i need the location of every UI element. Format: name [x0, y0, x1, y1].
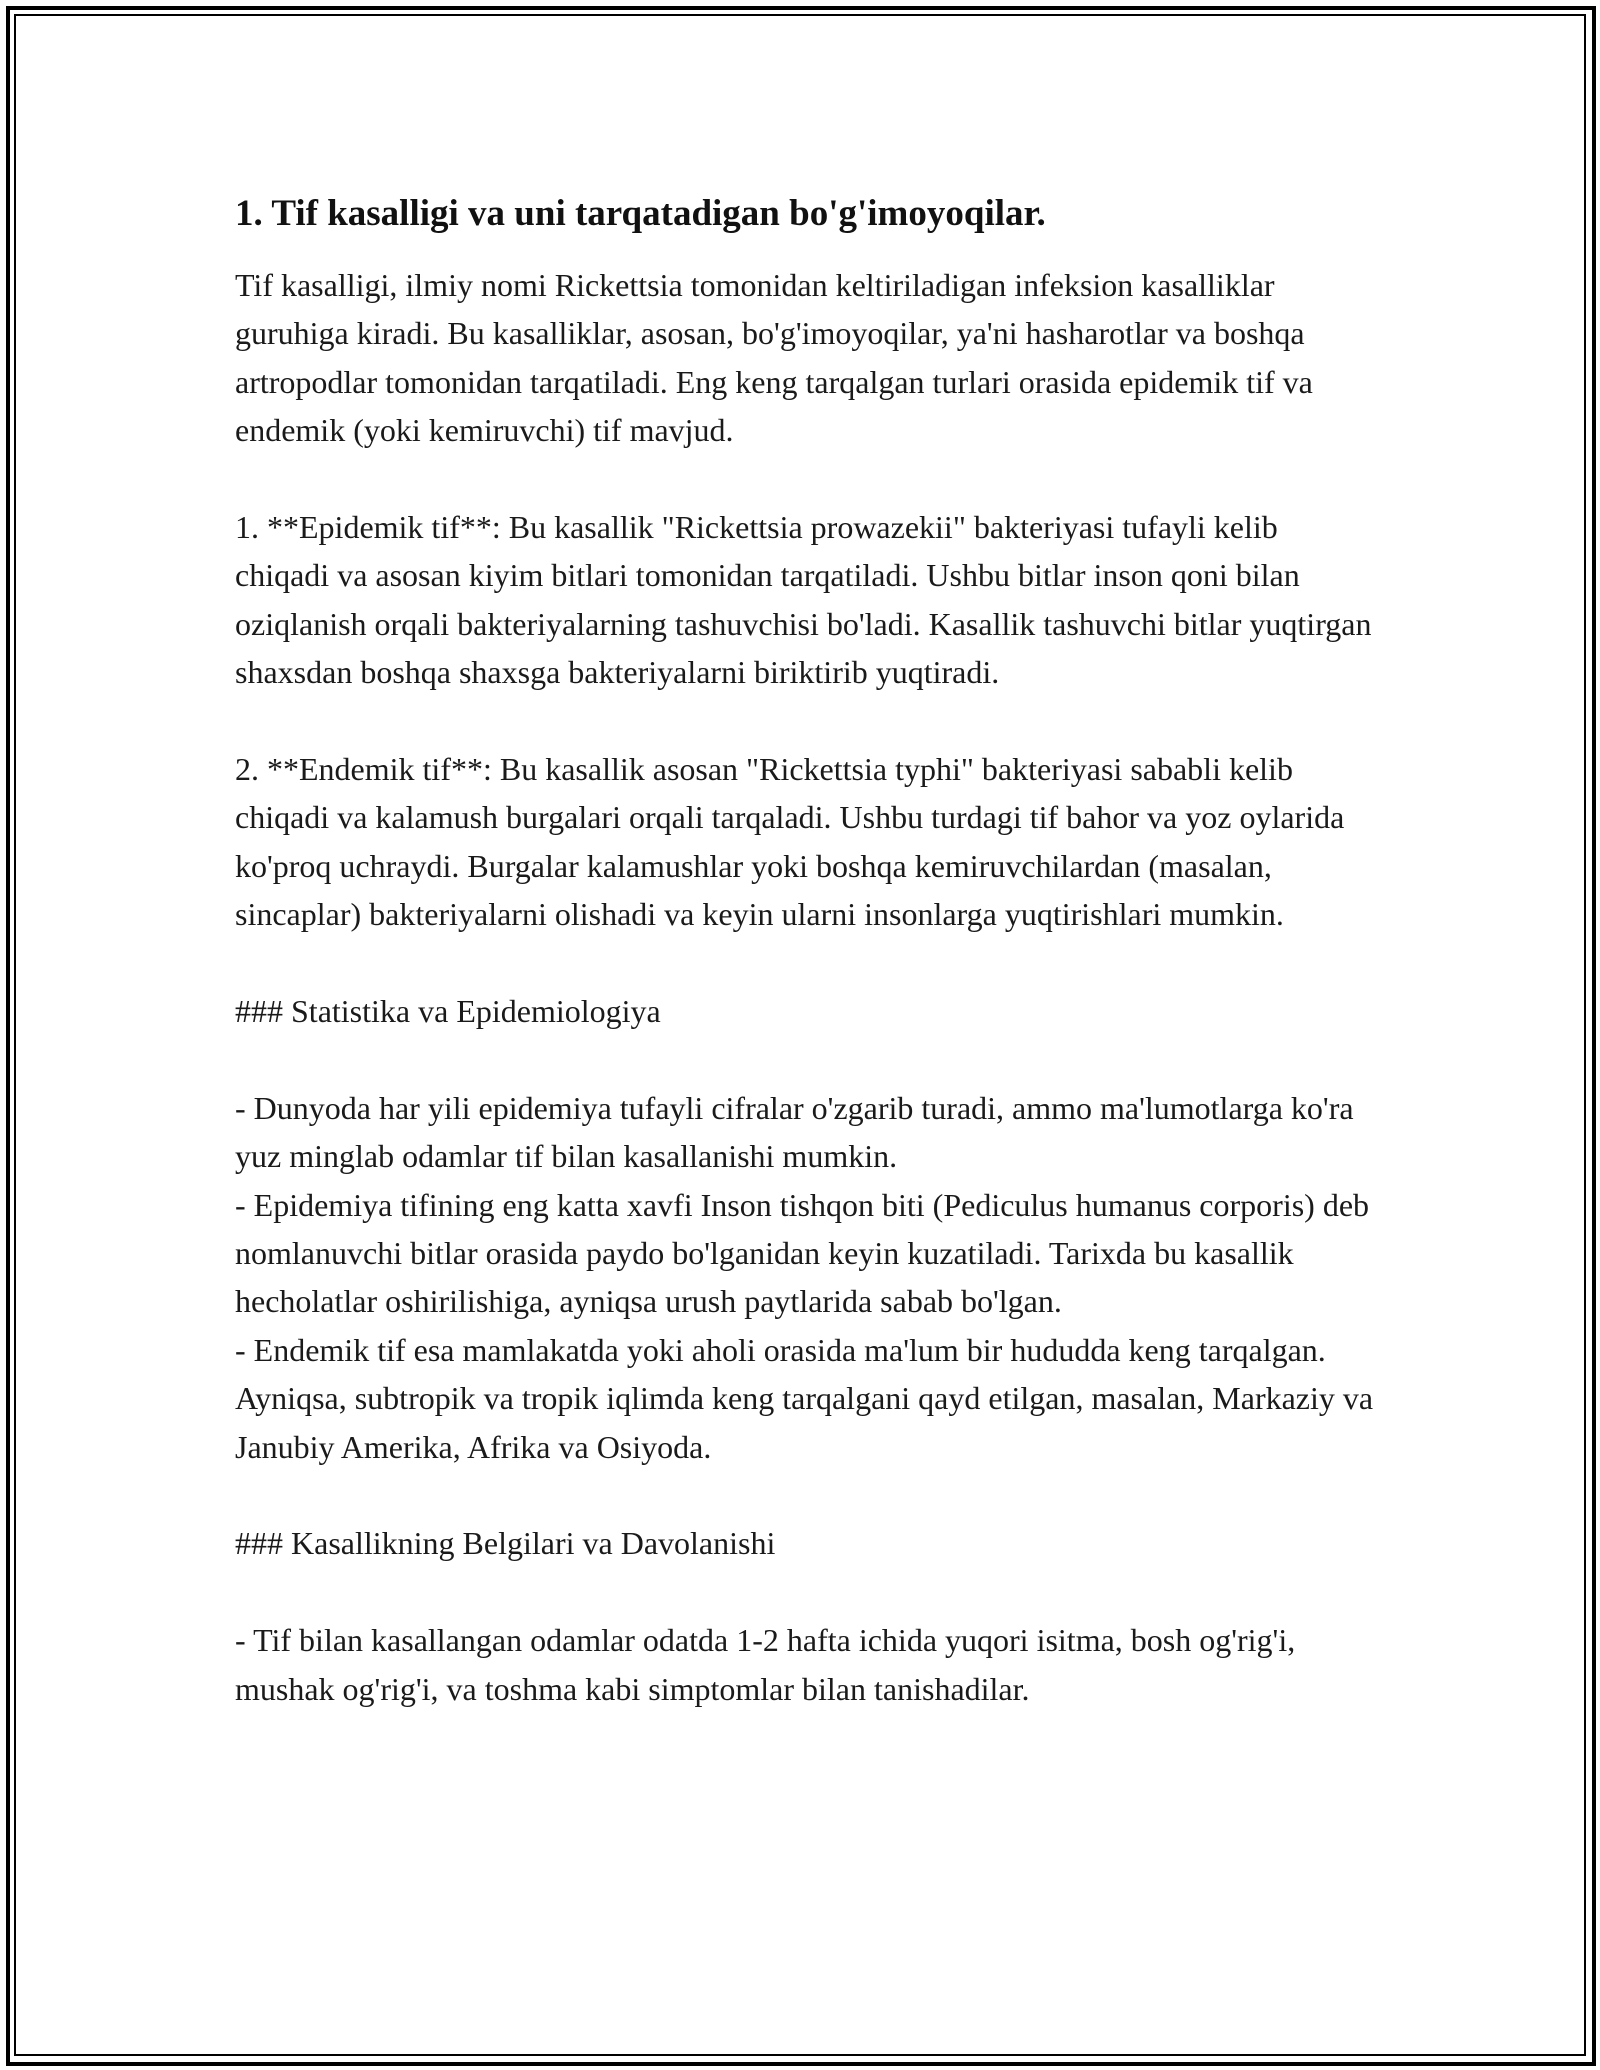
statistics-bullet-list	[235, 1084, 1375, 1471]
intro-paragraph: Tif kasalligi, ilmiy nomi Rickettsia tomonidan keltiriladigan infeksion kasalliklar guruhiga kiradi. Bu kasalliklar, asosan, bo'g'imoyoqilar, ya'ni hasharotlar va boshqa artropodlar tomonidan tarqatiladi. Eng keng tarqalgan turlari orasida epidemik tif va endemik (yoki kemiruvchi) tif mavjud.	[235, 267, 1313, 449]
bullet-item: - Dunyoda har yili epidemiya tufayli cifralar o'zgarib turadi, ammo ma'lumotlarga ko'ra yuz minglab odamlar tif bilan kasallanishi mumkin.	[235, 1089, 1354, 1175]
symptoms-bullet-list	[235, 1616, 1375, 1713]
list-item-epidemic-typhus: 1. **Epidemik tif**: Bu kasallik "Rickettsia prowazekii" bakteriyasi tufayli kelib chiqadi va asosan kiyim bitlari tomonidan tarqatiladi. Ushbu bitlar inson qoni bilan oziqlanish orqali bakteriyalarning tashuvchisi bo'ladi. Kasallik tashuvchi bitlar yuqtirgan shaxsdan boshqa shaxsga bakteriyalarni biriktirib yuqtiradi.	[235, 509, 1372, 691]
bullet-item: - Tif bilan kasallangan odamlar odatda 1-2 hafta ichida yuqori isitma, bosh og'rig'i, mushak og'rig'i, va toshma kabi simptomlar bilan tanishadilar.	[235, 1622, 1296, 1707]
document-body	[235, 190, 1375, 1761]
section-heading-statistics: ### Statistika va Epidemiologiya	[235, 993, 661, 1030]
section-heading-symptoms: ### Kasallikning Belgilari va Davolanishi	[235, 1525, 776, 1562]
list-item-endemic-typhus: 2. **Endemik tif**: Bu kasallik asosan "Rickettsia typhi" bakteriyasi sababli kelib chiqadi va kalamush burgalari orqali tarqaladi. Ushbu turdagi tif bahor va yoz oylarida ko'proq uchraydi. Burgalar kalamushlar yoki boshqa kemiruvchilardan (masalan, sincaplar) bakteriyalarni olishadi va keyin ularni insonlarga yuqtirishlari mumkin.	[235, 751, 1345, 933]
document-title: 1. Tif kasalligi va uni tarqatadigan bo'g'imoyoqilar.	[235, 193, 1046, 234]
bullet-item: - Endemik tif esa mamlakatda yoki aholi orasida ma'lum bir hududda keng tarqalgan. Ayniqsa, subtropik va tropik iqlimda keng tarqalgani qayd etilgan, masalan, Markaziy va Janubiy Amerika, Afrika va Osiyoda.	[235, 1331, 1374, 1465]
bullet-item: - Epidemiya tifining eng katta xavfi Inson tishqon biti (Pediculus humanus corporis) deb nomlanuvchi bitlar orasida paydo bo'lganidan keyin kuzatiladi. Tarixda bu kasallik hecholatlar oshirilishiga, ayniqsa urush paytlarida sabab bo'lgan.	[235, 1186, 1370, 1320]
